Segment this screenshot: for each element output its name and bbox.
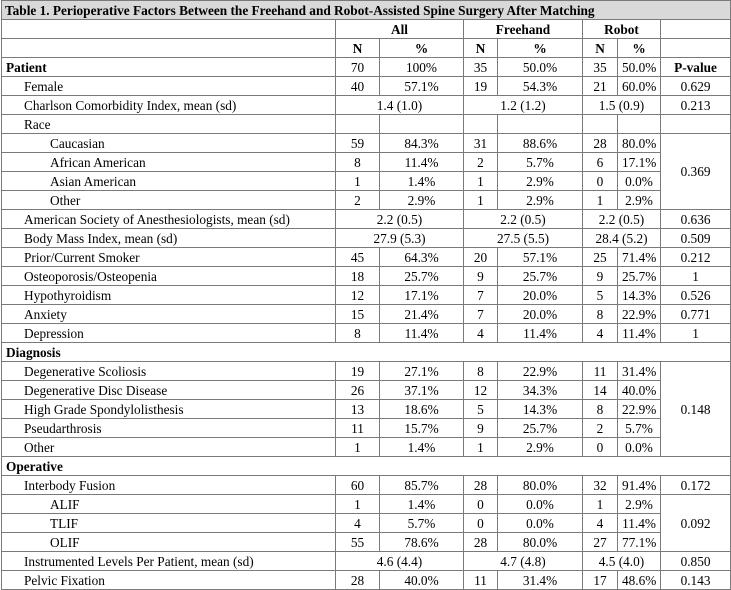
- row-label: Caucasian: [2, 134, 336, 153]
- robot-pct: 50.0%: [618, 58, 661, 77]
- freehand-n: 9: [464, 419, 498, 438]
- col-header-pct: %: [618, 39, 661, 58]
- group-header-all: All: [336, 20, 464, 39]
- col-header-n: N: [583, 39, 618, 58]
- table-row: [2, 381, 731, 400]
- p-value: 0.092: [661, 495, 731, 552]
- freehand-mean-sd: 2.2 (0.5): [464, 210, 583, 229]
- section-label: Diagnosis: [2, 343, 731, 362]
- all-pct: 57.1%: [380, 77, 464, 96]
- empty-cell: [380, 115, 464, 134]
- freehand-pct: 20.0%: [498, 305, 583, 324]
- robot-n: 11: [583, 362, 618, 381]
- robot-n: 28: [583, 134, 618, 153]
- freehand-mean-sd: 4.7 (4.8): [464, 552, 583, 571]
- robot-pct: 14.3%: [618, 286, 661, 305]
- col-header-pct: %: [498, 39, 583, 58]
- freehand-n: 20: [464, 248, 498, 267]
- section-label: Patient: [2, 58, 336, 77]
- row-label: OLIF: [2, 533, 336, 552]
- all-pct: 40.0%: [380, 571, 464, 590]
- row-label: High Grade Spondylolisthesis: [2, 400, 336, 419]
- freehand-pct: 54.3%: [498, 77, 583, 96]
- table-row: [2, 476, 731, 495]
- table-row: [2, 419, 731, 438]
- empty-cell: [336, 115, 380, 134]
- robot-n: 32: [583, 476, 618, 495]
- p-value: 0.636: [661, 210, 731, 229]
- table-row: [2, 229, 731, 248]
- empty-cell: [464, 115, 498, 134]
- freehand-n: 31: [464, 134, 498, 153]
- sub-header-row: [2, 39, 731, 58]
- all-pct: 21.4%: [380, 305, 464, 324]
- all-n: 28: [336, 571, 380, 590]
- empty-cell: [618, 115, 661, 134]
- all-n: 2: [336, 191, 380, 210]
- robot-pct: 5.7%: [618, 419, 661, 438]
- p-value: 1: [661, 267, 731, 286]
- p-value: 0.629: [661, 77, 731, 96]
- robot-mean-sd: 1.5 (0.9): [583, 96, 661, 115]
- freehand-n: 7: [464, 286, 498, 305]
- all-n: 15: [336, 305, 380, 324]
- all-pct: 11.4%: [380, 324, 464, 343]
- row-label: Interbody Fusion: [2, 476, 336, 495]
- robot-pct: 11.4%: [618, 514, 661, 533]
- p-value: 0.369: [661, 134, 731, 210]
- all-pct: 64.3%: [380, 248, 464, 267]
- all-n: 1: [336, 495, 380, 514]
- all-pct: 1.4%: [380, 495, 464, 514]
- robot-n: 35: [583, 58, 618, 77]
- freehand-n: 1: [464, 438, 498, 457]
- all-n: 45: [336, 248, 380, 267]
- row-label: Charlson Comorbidity Index, mean (sd): [2, 96, 336, 115]
- all-pct: 78.6%: [380, 533, 464, 552]
- robot-pct: 25.7%: [618, 267, 661, 286]
- all-n: 26: [336, 381, 380, 400]
- row-label: TLIF: [2, 514, 336, 533]
- all-n: 12: [336, 286, 380, 305]
- all-pct: 27.1%: [380, 362, 464, 381]
- all-pct: 85.7%: [380, 476, 464, 495]
- freehand-n: 2: [464, 153, 498, 172]
- table-row: [2, 495, 731, 514]
- row-label: Instrumented Levels Per Patient, mean (sd): [2, 552, 336, 571]
- perioperative-factors-table: [1, 0, 731, 590]
- table-row: [2, 77, 731, 96]
- empty-cell: [583, 115, 618, 134]
- row-label: Pseudarthrosis: [2, 419, 336, 438]
- all-n: 19: [336, 362, 380, 381]
- table-title: Table 1. Perioperative Factors Between the Freehand and Robot-Assisted Spine Surgery After Matching: [2, 1, 731, 20]
- robot-pct: 2.9%: [618, 191, 661, 210]
- freehand-n: 4: [464, 324, 498, 343]
- freehand-n: 28: [464, 476, 498, 495]
- robot-n: 9: [583, 267, 618, 286]
- robot-mean-sd: 4.5 (4.0): [583, 552, 661, 571]
- robot-pct: 11.4%: [618, 324, 661, 343]
- section-label: Operative: [2, 457, 731, 476]
- robot-n: 17: [583, 571, 618, 590]
- freehand-pct: 50.0%: [498, 58, 583, 77]
- freehand-pct: 22.9%: [498, 362, 583, 381]
- p-value: 0.509: [661, 229, 731, 248]
- robot-pct: 40.0%: [618, 381, 661, 400]
- row-label: American Society of Anesthesiologists, mean (sd): [2, 210, 336, 229]
- table-row: [2, 305, 731, 324]
- group-header-robot: Robot: [583, 20, 661, 39]
- all-pct: 37.1%: [380, 381, 464, 400]
- robot-pct: 17.1%: [618, 153, 661, 172]
- col-header-pct: %: [380, 39, 464, 58]
- freehand-pct: 14.3%: [498, 400, 583, 419]
- p-value: 0.213: [661, 96, 731, 115]
- table-row: [2, 400, 731, 419]
- row-label: Degenerative Disc Disease: [2, 381, 336, 400]
- section-row: [2, 58, 731, 77]
- robot-n: 2: [583, 419, 618, 438]
- freehand-n: 9: [464, 267, 498, 286]
- robot-n: 25: [583, 248, 618, 267]
- freehand-pct: 80.0%: [498, 476, 583, 495]
- table-row: [2, 210, 731, 229]
- freehand-mean-sd: 27.5 (5.5): [464, 229, 583, 248]
- freehand-pct: 34.3%: [498, 381, 583, 400]
- freehand-n: 1: [464, 172, 498, 191]
- row-label: Female: [2, 77, 336, 96]
- table-row: [2, 514, 731, 533]
- all-pct: 25.7%: [380, 267, 464, 286]
- table-caption-row: [2, 1, 731, 20]
- row-label: Body Mass Index, mean (sd): [2, 229, 336, 248]
- table-row: [2, 248, 731, 267]
- col-header-n: N: [336, 39, 380, 58]
- freehand-pct: 57.1%: [498, 248, 583, 267]
- all-pct: 2.9%: [380, 191, 464, 210]
- row-label: Osteoporosis/Osteopenia: [2, 267, 336, 286]
- freehand-pct: 2.9%: [498, 438, 583, 457]
- table-row: [2, 533, 731, 552]
- p-value: 1: [661, 324, 731, 343]
- row-label: Depression: [2, 324, 336, 343]
- all-n: 1: [336, 438, 380, 457]
- freehand-pct: 25.7%: [498, 267, 583, 286]
- table-row: [2, 153, 731, 172]
- group-header-row: [2, 20, 731, 39]
- empty-cell: [661, 115, 731, 134]
- header-blank-cell: [2, 20, 336, 39]
- row-label: African American: [2, 153, 336, 172]
- table-row: [2, 324, 731, 343]
- p-value: 0.212: [661, 248, 731, 267]
- col-header-n: N: [464, 39, 498, 58]
- table-row: [2, 191, 731, 210]
- robot-n: 14: [583, 381, 618, 400]
- all-mean-sd: 1.4 (1.0): [336, 96, 464, 115]
- p-value: 0.143: [661, 571, 731, 590]
- robot-pct: 71.4%: [618, 248, 661, 267]
- robot-pct: 2.9%: [618, 495, 661, 514]
- all-n: 60: [336, 476, 380, 495]
- row-label: Anxiety: [2, 305, 336, 324]
- all-n: 55: [336, 533, 380, 552]
- robot-pct: 22.9%: [618, 305, 661, 324]
- all-n: 8: [336, 324, 380, 343]
- all-n: 18: [336, 267, 380, 286]
- freehand-n: 28: [464, 533, 498, 552]
- robot-mean-sd: 28.4 (5.2): [583, 229, 661, 248]
- table-row: [2, 571, 731, 590]
- robot-n: 8: [583, 305, 618, 324]
- robot-pct: 77.1%: [618, 533, 661, 552]
- all-pct: 1.4%: [380, 172, 464, 191]
- row-label: Degenerative Scoliosis: [2, 362, 336, 381]
- table-row: [2, 134, 731, 153]
- freehand-pct: 20.0%: [498, 286, 583, 305]
- robot-n: 6: [583, 153, 618, 172]
- robot-pct: 60.0%: [618, 77, 661, 96]
- all-n: 8: [336, 153, 380, 172]
- robot-pct: 31.4%: [618, 362, 661, 381]
- freehand-mean-sd: 1.2 (1.2): [464, 96, 583, 115]
- freehand-n: 35: [464, 58, 498, 77]
- all-mean-sd: 2.2 (0.5): [336, 210, 464, 229]
- row-label: ALIF: [2, 495, 336, 514]
- table-row: [2, 552, 731, 571]
- all-pct: 84.3%: [380, 134, 464, 153]
- robot-n: 21: [583, 77, 618, 96]
- robot-pct: 0.0%: [618, 172, 661, 191]
- all-pct: 100%: [380, 58, 464, 77]
- robot-n: 1: [583, 191, 618, 210]
- all-pct: 17.1%: [380, 286, 464, 305]
- row-label: Prior/Current Smoker: [2, 248, 336, 267]
- freehand-n: 19: [464, 77, 498, 96]
- freehand-n: 7: [464, 305, 498, 324]
- freehand-pct: 88.6%: [498, 134, 583, 153]
- freehand-n: 11: [464, 571, 498, 590]
- row-label: Race: [2, 115, 336, 134]
- all-pct: 5.7%: [380, 514, 464, 533]
- robot-n: 1: [583, 495, 618, 514]
- all-n: 70: [336, 58, 380, 77]
- freehand-n: 0: [464, 514, 498, 533]
- all-n: 40: [336, 77, 380, 96]
- freehand-pct: 11.4%: [498, 324, 583, 343]
- robot-n: 27: [583, 533, 618, 552]
- section-row: [2, 457, 731, 476]
- row-label: Other: [2, 438, 336, 457]
- all-pct: 15.7%: [380, 419, 464, 438]
- table-row: [2, 286, 731, 305]
- freehand-pct: 80.0%: [498, 533, 583, 552]
- robot-n: 4: [583, 514, 618, 533]
- robot-pct: 0.0%: [618, 438, 661, 457]
- freehand-n: 12: [464, 381, 498, 400]
- freehand-n: 8: [464, 362, 498, 381]
- freehand-pct: 0.0%: [498, 514, 583, 533]
- row-label: Pelvic Fixation: [2, 571, 336, 590]
- freehand-n: 0: [464, 495, 498, 514]
- all-pct: 1.4%: [380, 438, 464, 457]
- robot-pct: 80.0%: [618, 134, 661, 153]
- freehand-pct: 0.0%: [498, 495, 583, 514]
- robot-pct: 48.6%: [618, 571, 661, 590]
- robot-n: 5: [583, 286, 618, 305]
- p-value-header: P-value: [661, 58, 731, 77]
- freehand-n: 1: [464, 191, 498, 210]
- table-row: [2, 267, 731, 286]
- robot-mean-sd: 2.2 (0.5): [583, 210, 661, 229]
- p-value: 0.526: [661, 286, 731, 305]
- table-row: [2, 115, 731, 134]
- section-row: [2, 343, 731, 362]
- empty-cell: [498, 115, 583, 134]
- robot-n: 0: [583, 172, 618, 191]
- header-blank-cell: [2, 39, 336, 58]
- all-pct: 11.4%: [380, 153, 464, 172]
- row-label: Asian American: [2, 172, 336, 191]
- all-n: 59: [336, 134, 380, 153]
- all-n: 11: [336, 419, 380, 438]
- freehand-pct: 25.7%: [498, 419, 583, 438]
- robot-pct: 22.9%: [618, 400, 661, 419]
- table-row: [2, 172, 731, 191]
- row-label: Other: [2, 191, 336, 210]
- p-value: 0.148: [661, 362, 731, 457]
- all-mean-sd: 4.6 (4.4): [336, 552, 464, 571]
- freehand-pct: 31.4%: [498, 571, 583, 590]
- freehand-n: 5: [464, 400, 498, 419]
- header-blank-cell: [661, 20, 731, 39]
- freehand-pct: 2.9%: [498, 172, 583, 191]
- header-blank-cell: [661, 39, 731, 58]
- p-value: 0.850: [661, 552, 731, 571]
- all-pct: 18.6%: [380, 400, 464, 419]
- all-n: 4: [336, 514, 380, 533]
- p-value: 0.172: [661, 476, 731, 495]
- group-header-freehand: Freehand: [464, 20, 583, 39]
- robot-n: 8: [583, 400, 618, 419]
- all-n: 13: [336, 400, 380, 419]
- p-value: 0.771: [661, 305, 731, 324]
- row-label: Hypothyroidism: [2, 286, 336, 305]
- table-row: [2, 362, 731, 381]
- freehand-pct: 2.9%: [498, 191, 583, 210]
- all-mean-sd: 27.9 (5.3): [336, 229, 464, 248]
- robot-pct: 91.4%: [618, 476, 661, 495]
- freehand-pct: 5.7%: [498, 153, 583, 172]
- all-n: 1: [336, 172, 380, 191]
- robot-n: 0: [583, 438, 618, 457]
- table-row: [2, 438, 731, 457]
- robot-n: 4: [583, 324, 618, 343]
- table-row: [2, 96, 731, 115]
